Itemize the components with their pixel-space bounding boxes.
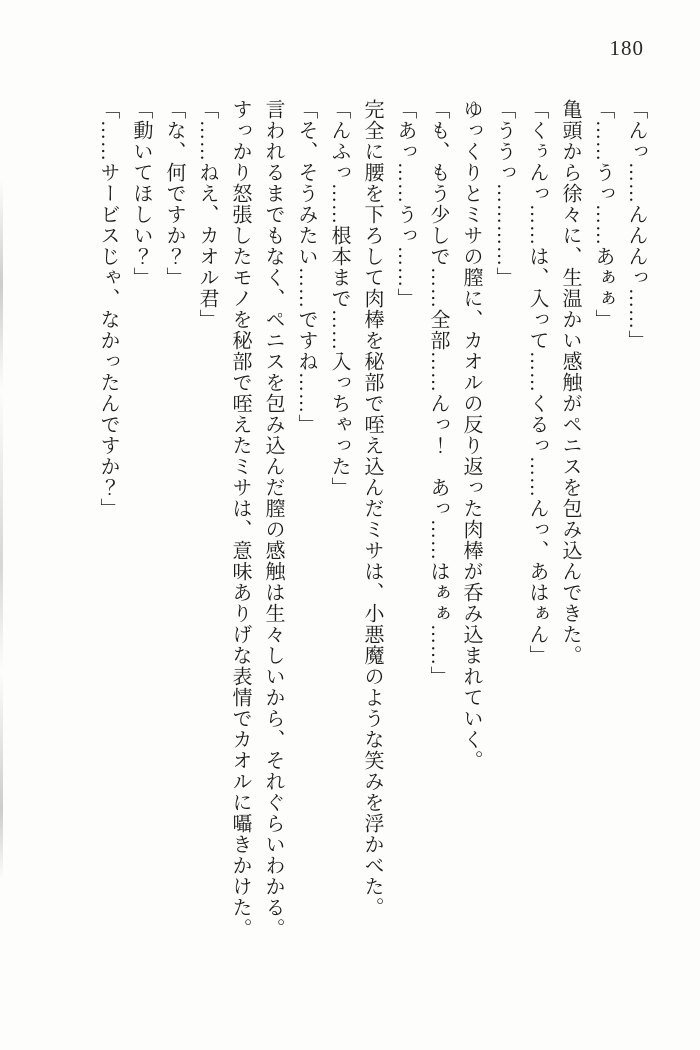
- text-column-3: 亀頭から徐々に、生温かい感触がペニスを包み込んできた。: [559, 99, 581, 666]
- text-column-14: 「……ねえ、カオル君」: [196, 99, 218, 330]
- page-number: 180: [609, 36, 644, 60]
- text-column-4: 「くぅんっ……は、入って……くるっ……んっ、あはぁん」: [526, 99, 548, 666]
- text-column-16: 「動いてほしい？」: [130, 99, 152, 288]
- text-column-6: ゆっくりとミサの膣に、カオルの反り返った肉棒が呑み込まれていく。: [460, 99, 482, 771]
- text-column-1: 「んっ……んんんっ……」: [625, 99, 647, 351]
- text-column-10: 「んふっ……根本まで……入っちゃった」: [328, 99, 350, 498]
- text-column-17: 「……サービスじゃ、なかったんですか？」: [97, 99, 119, 519]
- text-column-8: 「あっ……うっ……」: [394, 99, 416, 309]
- text-column-9: 完全に腰を下ろして肉棒を秘部で咥え込んだミサは、小悪魔のような笑みを浮かべた。: [361, 99, 383, 918]
- text-column-5: 「ううっ…………」: [493, 99, 515, 288]
- text-column-11: 「そ、そうみたい……ですね……」: [295, 99, 317, 435]
- scan-artifact: [0, 180, 3, 880]
- text-column-12: 言われるまでもなく、ペニスを包み込んだ膣の感触は生々しいから、それぐらいわかる。: [262, 99, 284, 939]
- text-column-7: 「も、もう少しで……全部……んっ！ あっ……はぁぁ……」: [427, 99, 449, 687]
- text-column-2: 「……うっ……あぁぁ」: [592, 99, 614, 330]
- text-column-13: すっかり怒張したモノを秘部で咥えたミサは、意味ありげな表情でカオルに囁きかけた。: [229, 99, 251, 939]
- text-area: [72, 99, 652, 1044]
- text-column-15: 「な、何ですか？」: [163, 99, 185, 288]
